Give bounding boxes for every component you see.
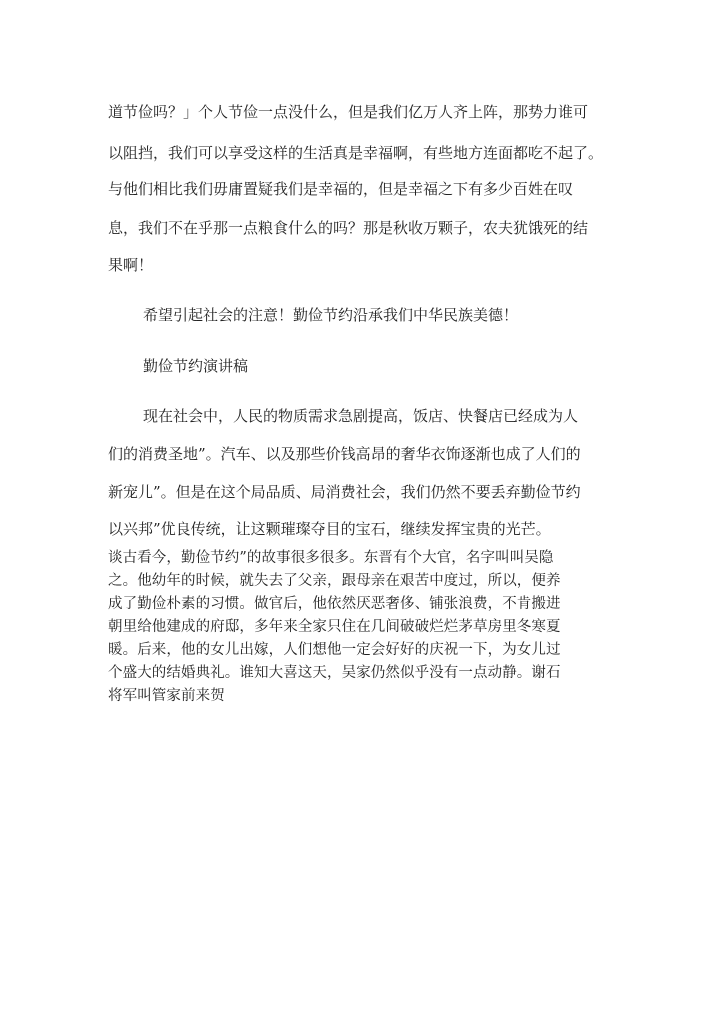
section-heading: 勤俭节约演讲稿: [143, 357, 249, 375]
text-line: 以兴邦”优良传统，让这颗璀璨夺目的宝石，继续发挥宝贵的光芒。: [108, 520, 551, 538]
text-line: 希望引起社会的注意！勤俭节约沿承我们中华民族美德！: [143, 306, 519, 324]
text-line: 将军叫管家前来贺: [108, 688, 225, 704]
text-line: 道节俭吗？」个人节俭一点没什么，但是我们亿万人齐上阵，那势力谁可: [108, 103, 589, 121]
text-line: 朝里给他建成的府邸，多年来全家只住在几间破破烂烂茅草房里冬寒夏: [108, 619, 561, 635]
text-line: 息，我们不在乎那一点粮食什么的吗？那是秋收万颗子，农夫犹饿死的结: [108, 219, 589, 237]
text-line: 之。他幼年的时候，就失去了父亲，跟母亲在艰苦中度过，所以，便养: [108, 573, 561, 589]
text-line: 现在社会中，人民的物质需求急剧提高，饭店、快餐店已经成为人: [143, 407, 579, 425]
text-line: 们的消费圣地”。汽车、以及那些价钱高昂的奢华衣饰逐渐也成了人们的: [108, 445, 581, 463]
text-line: 成了勤俭朴素的习惯。做官后，他依然厌恶奢侈、铺张浪费，不肯搬进: [108, 596, 561, 612]
text-line: 新宠儿”。但是在这个局品质、局消费社会，我们仍然不要丢弃勤俭节约: [108, 483, 581, 501]
text-line: 个盛大的结婚典礼。谁知大喜这天，吴家仍然似乎没有一点动静。谢石: [108, 665, 561, 681]
text-line: 果啊！: [108, 256, 154, 274]
text-line: 暖。后来，他的女儿出嫁，人们想他一定会好好的庆祝一下，为女儿过: [108, 642, 561, 658]
text-line: 与他们相比我们毋庸置疑我们是幸福的，但是幸福之下有多少百姓在叹: [108, 180, 574, 198]
text-line: 以阻挡，我们可以享受这样的生活真是幸福啊，有些地方连面都吃不起了。: [108, 144, 604, 162]
text-line: 谈古看今，勤俭节约”的故事很多很多。东晋有个大官，名字叫叫吴隐: [108, 550, 554, 566]
